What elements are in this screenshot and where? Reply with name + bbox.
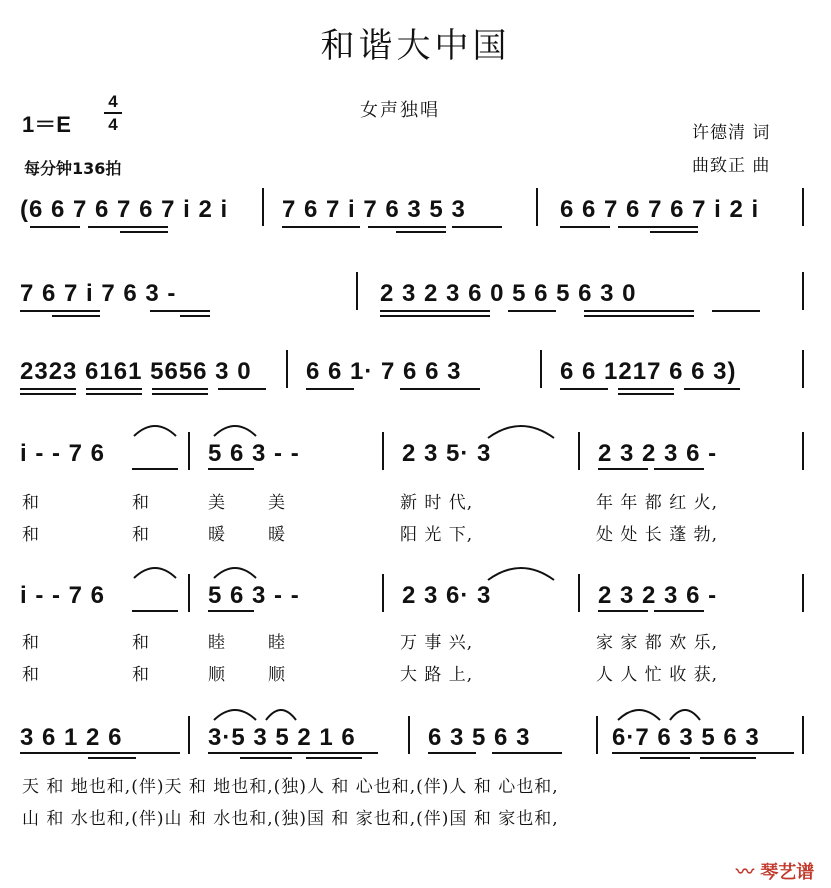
slur — [212, 706, 258, 722]
barline — [188, 432, 190, 470]
row1-measure2: 7 6 7 i 7 6 3 5 3 — [282, 196, 466, 223]
row4-measure1: i - - 7 6 — [20, 440, 106, 467]
barline — [802, 716, 804, 754]
barline — [540, 350, 542, 388]
lyric: 阳 光 下, — [400, 525, 474, 545]
lyric: 年 年 都 红 火, — [596, 493, 719, 513]
lyricist-credit: 许德清 词 — [692, 123, 771, 143]
row4-measure2: 5 6 3 - - — [208, 440, 300, 467]
lyric: 顺 — [208, 665, 226, 685]
lyric-line: 山 和 水也和,(伴)山 和 水也和,(独)国 和 家也和,(伴)国 和 家也和, — [22, 809, 559, 829]
row5-measure2: 5 6 3 - - — [208, 582, 300, 609]
row6-measure3: 6 3 5 6 3 — [428, 724, 531, 751]
slur — [616, 706, 662, 722]
watermark-logo — [736, 858, 814, 884]
slur — [132, 422, 178, 438]
barline — [382, 432, 384, 470]
lyric: 和 — [22, 525, 40, 545]
slur — [668, 706, 702, 722]
barline — [286, 350, 288, 388]
lyric: 和 — [22, 633, 40, 653]
barline — [262, 188, 264, 226]
lyric: 人 人 忙 收 获, — [596, 665, 719, 685]
lyric: 和 — [22, 665, 40, 685]
row6-measure4: 6·7 6 3 5 6 3 — [612, 724, 760, 751]
lyric: 美 — [268, 493, 286, 513]
slur — [486, 564, 556, 582]
row3-measure2: 6 6 1· 7 6 6 3 — [306, 358, 462, 385]
row5-measure4: 2 3 2 3 6 - — [598, 582, 718, 609]
lyric: 和 — [22, 493, 40, 513]
lyric: 睦 — [268, 633, 286, 653]
slur — [132, 564, 178, 580]
row6-measure1: 3 6 1 2 6 — [20, 724, 123, 751]
barline — [188, 574, 190, 612]
row2-measure2: 2 3 2 3 6 0 5 6 5 6 3 0 — [380, 280, 637, 307]
key-signature: 1＝E — [22, 112, 71, 137]
row1-measure1: (6 6 7 6 7 6 7 i 2 i — [20, 196, 229, 223]
row6-measure2: 3·5 3 5 2 1 6 — [208, 724, 356, 751]
slur — [486, 422, 556, 440]
barline — [382, 574, 384, 612]
slur — [264, 706, 298, 722]
composer-credit: 曲致正 曲 — [692, 156, 771, 176]
barline — [802, 432, 804, 470]
barline — [578, 432, 580, 470]
lyric: 和 — [132, 525, 150, 545]
lyric: 新 时 代, — [400, 493, 474, 513]
lyric: 顺 — [268, 665, 286, 685]
lyric: 和 — [132, 493, 150, 513]
time-signature-bottom: 4 — [108, 115, 118, 134]
row3-measure1: 2323 6161 5656 3 0 — [20, 358, 252, 385]
watermark-text: 琴艺谱 — [760, 862, 815, 883]
performance-type: 女声独唱 — [360, 100, 440, 121]
barline — [596, 716, 598, 754]
barline — [802, 272, 804, 310]
lyric: 家 家 都 欢 乐, — [596, 633, 719, 653]
lyric: 暖 — [208, 525, 226, 545]
row3-measure3: 6 6 1217 6 6 3) — [560, 358, 737, 385]
lyric: 处 处 长 蓬 勃, — [596, 525, 719, 545]
row4-measure4: 2 3 2 3 6 - — [598, 440, 718, 467]
lyric-line: 天 和 地也和,(伴)天 和 地也和,(独)人 和 心也和,(伴)人 和 心也和, — [22, 777, 559, 797]
slur — [212, 564, 258, 580]
lyric: 和 — [132, 633, 150, 653]
row5-measure1: i - - 7 6 — [20, 582, 106, 609]
barline — [188, 716, 190, 754]
slur — [212, 422, 258, 438]
lyric: 万 事 兴, — [400, 633, 474, 653]
row2-measure1: 7 6 7 i 7 6 3 - — [20, 280, 177, 307]
time-signature-top: 4 — [108, 92, 118, 111]
barline — [356, 272, 358, 310]
barline — [802, 188, 804, 226]
lyric: 暖 — [268, 525, 286, 545]
lyric: 和 — [132, 665, 150, 685]
tempo-marking: 每分钟136拍 — [24, 159, 122, 178]
lyric: 睦 — [208, 633, 226, 653]
song-title: 和谐大中国 — [320, 26, 511, 66]
watermark-icon: 〰 — [736, 862, 754, 883]
barline — [802, 574, 804, 612]
barline — [408, 716, 410, 754]
row1-measure3: 6 6 7 6 7 6 7 i 2 i — [560, 196, 760, 223]
row4-measure3: 2 3 5· 3 — [402, 440, 492, 467]
barline — [802, 350, 804, 388]
barline — [536, 188, 538, 226]
time-signature — [104, 92, 122, 134]
barline — [578, 574, 580, 612]
lyric: 美 — [208, 493, 226, 513]
lyric: 大 路 上, — [400, 665, 474, 685]
row5-measure3: 2 3 6· 3 — [402, 582, 492, 609]
